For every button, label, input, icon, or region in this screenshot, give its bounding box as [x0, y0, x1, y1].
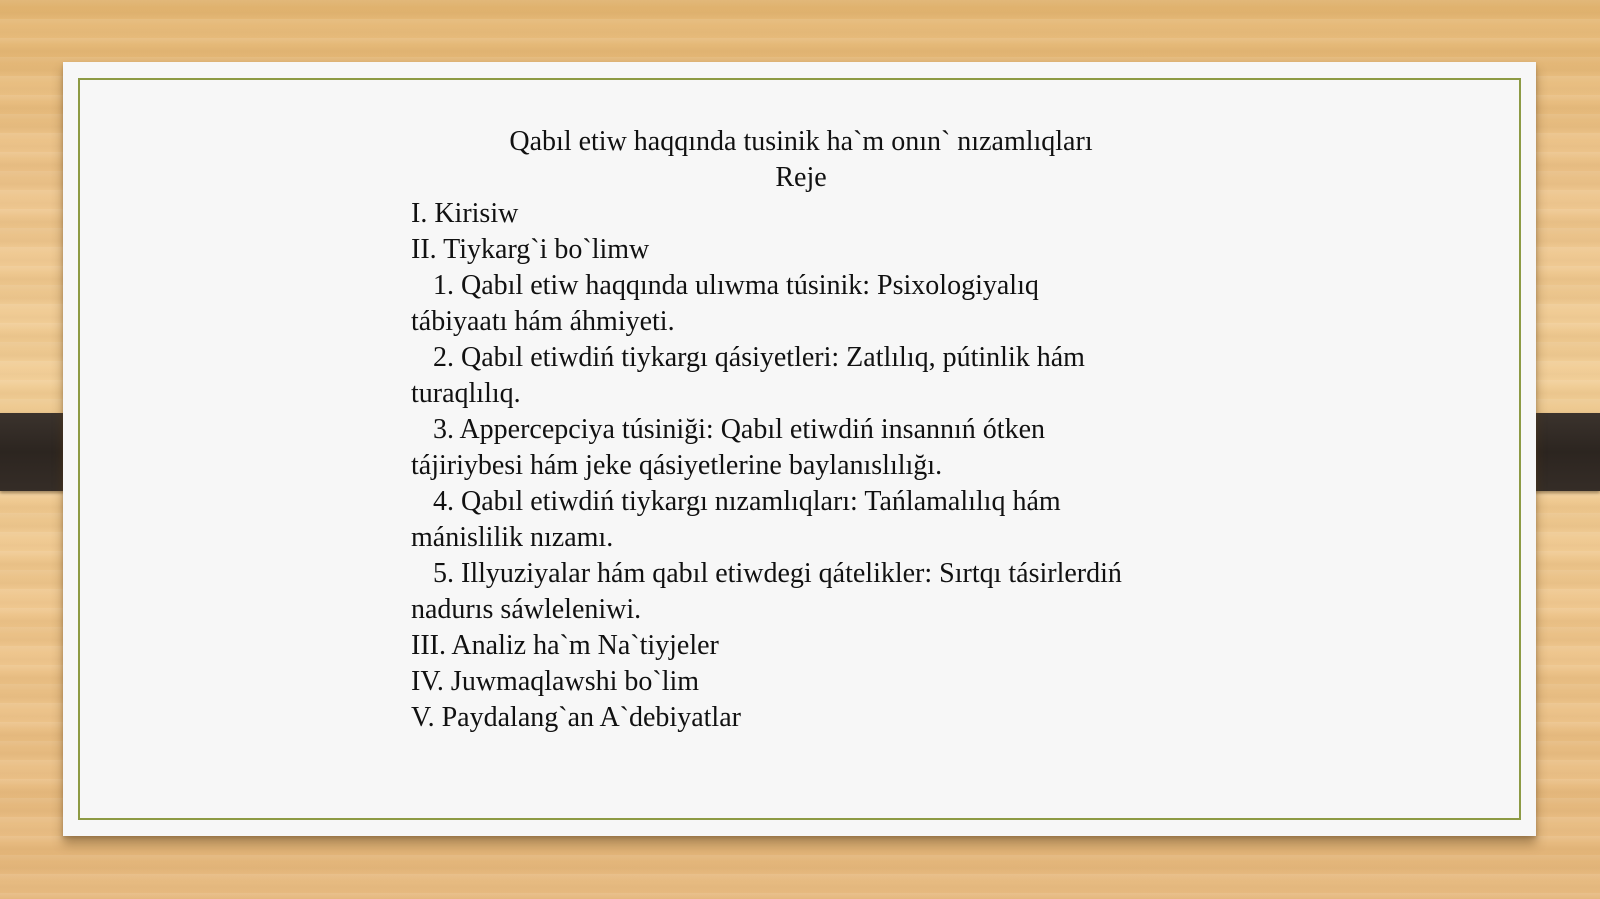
outline-line: 4. Qabıl etiwdiń tiykargı nızamlıqları: Tańlamalılıq hám [433, 486, 1061, 517]
outline-line: V. Paydalang`an A`debiyatlar [411, 702, 741, 733]
outline-line: nadurıs sáwleleniwi. [411, 594, 642, 625]
slide-content [411, 124, 1171, 736]
outline-line: 1. Qabıl etiw haqqında ulıwma túsinik: Psixologiyalıq [433, 270, 1039, 301]
outline-line: turaqlılıq. [411, 378, 521, 409]
outline-line: IV. Juwmaqlawshi bo`lim [411, 666, 700, 697]
outline-line: tájiriybesi hám jeke qásiyetlerine baylanıslılığı. [411, 450, 943, 481]
outline-line: III. Analiz ha`m Na`tiyjeler [411, 630, 719, 661]
outline-line: 2. Qabıl etiwdiń tiykargı qásiyetleri: Zatlılıq, pútinlik hám [433, 342, 1085, 373]
outline-line: tábiyaatı hám áhmiyeti. [411, 306, 675, 337]
outline-line: mánislilik nızamı. [411, 522, 614, 553]
outline-line: 5. Illyuziyalar hám qabıl etiwdegi qátelikler: Sırtqı tásirlerdiń [433, 558, 1122, 589]
slide-subtitle: Reje [775, 162, 827, 193]
outline-list [411, 196, 1171, 736]
outline-line: 3. Appercepciya túsiniği: Qabıl etiwdiń insannıń ótken [433, 414, 1045, 445]
outline-line: I. Kirisiw [411, 198, 519, 229]
outline-line: II. Tiykarg`i bo`limw [411, 234, 650, 265]
slide-title: Qabıl etiw haqqında tusinik ha`m onın` nızamlıqları [509, 126, 1093, 157]
